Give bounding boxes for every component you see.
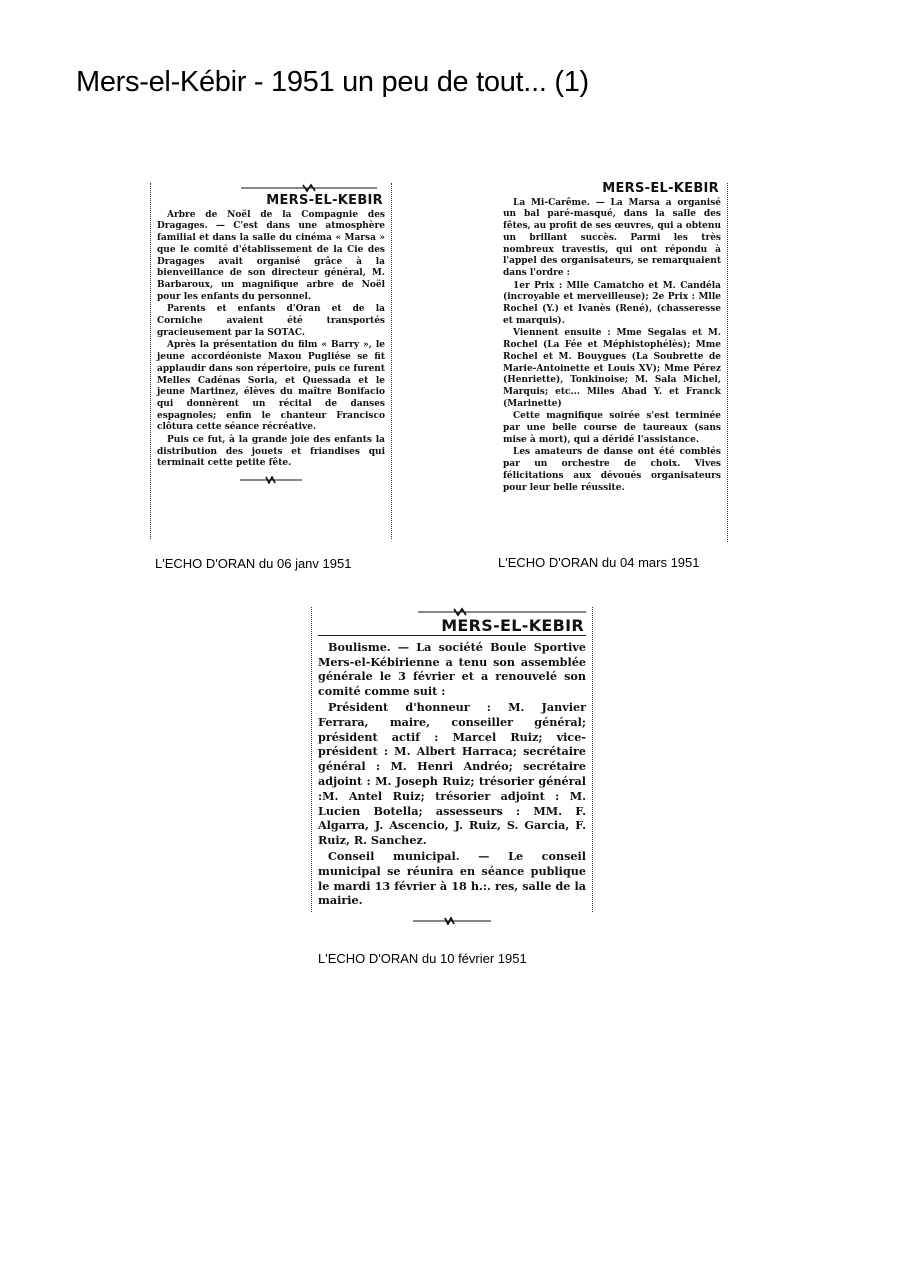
clipping-paragraph: Cette magnifique soirée s'est terminée par une belle course de taureaux (sans mise à mort), qui a déridé l'assistance.	[503, 411, 721, 445]
clipping-paragraph: La Mi-Carême. — La Marsa a organisé un bal paré-masqué, dans la salle des fêtes, au profit de ses œuvres, qui a obtenu un brillant succès. Parmi les très nombreux travestis, qui ont répondu à l'appel des organisateurs, se remarquaient dans l'ordre :	[503, 197, 721, 278]
newspaper-clipping-1	[150, 183, 392, 539]
clipping-paragraph: Après la présentation du film « Barry », le jeune accordéoniste Maxou Pugliése se fit applaudir dans son répertoire, puis ce furent Melles Cadénas Soria, et Quessada et le jeune Martinez, élèves du maître Bonifacio qui donnèrent un récital de danses espagnoles; enfin le chanteur Francisco clôtura cette séance récréative.	[157, 340, 385, 433]
clipping-paragraph: Boulisme. — La société Boule Sportive Mers-el-Kébirienne a tenu son assemblée générale le 3 février et a renouvelé son comité comme suit :	[318, 639, 586, 699]
clipping-paragraph: Conseil municipal. — Le conseil municipal se réunira en séance publique le mardi 13 février à 18 h.:. res, salle de la mairie.	[318, 848, 586, 908]
clipping-masthead: MERS-EL-KEBIR	[602, 181, 719, 196]
clipping-masthead: MERS-EL-KEBIR	[266, 193, 383, 208]
newspaper-clipping-2	[497, 183, 728, 542]
clipping-paragraph: Président d'honneur : M. Janvier Ferrara, maire, conseiller général; président actif : Marcel Ruiz; vice-président : M. Albert Harraca; secrétaire général : M. Henri Andréo; secrétaire adjoint : M. Joseph Ruiz; trésorier général :M. Antel Ruiz; trésorier adjoint : M. Lucien Botella; assesseurs : MM. F. Algarra, J. Ascencio, J. Ruiz, S. Garcia, F. Ruiz, R. Sanchez.	[318, 699, 586, 848]
clipping-paragraph: Puis ce fut, à la grande joie des enfants la distribution des jouets et friandises qui terminait cette petite fête.	[157, 435, 385, 469]
clipping-masthead: MERS-EL-KEBIR	[318, 619, 586, 636]
clipping-caption: L'ECHO D'ORAN du 06 janv 1951	[155, 556, 352, 571]
ornament-rule	[157, 183, 385, 193]
clipping-paragraph: Parents et enfants d'Oran et de la Corniche avaient été transportés gracieusement par la SOTAC.	[157, 304, 385, 338]
clipping-paragraph: Arbre de Noël de la Compagnie des Dragages. — C'est dans une atmosphère familial et dans la salle du cinéma « Marsa » que le comité d'établissement de la Cie des Dragages avait organisé grâce à la bienveillance de son directeur général, M. Barbaroux, un magnifique arbre de Noël pour les enfants du personnel.	[157, 209, 385, 302]
ornament-rule	[157, 476, 385, 489]
newspaper-clipping-3	[311, 607, 593, 912]
clipping-paragraph: 1er Prix : Mlle Camatcho et M. Candéla (incroyable et merveilleuse); 2e Prix : Mlle Rochel (Y.) et Ivanès (René), (chasseresse et marquis).	[503, 280, 721, 326]
clipping-caption: L'ECHO D'ORAN du 04 mars 1951	[498, 555, 700, 570]
ornament-rule	[318, 607, 586, 617]
clipping-paragraph: Les amateurs de danse ont été comblés par un orchestre de choix. Vives félicitations aux dévoués organisateurs pour leur belle réussite.	[503, 447, 721, 493]
clipping-paragraph: Viennent ensuite : Mme Segalas et M. Rochel (La Fée et Méphistophélès); Mme Rochel et M. Bouygues (La Soubrette de Marie-Antoinette et Louis XV); Mme Pérez (Henriette), Tonkinoise; M. Sala Michel, Marquis; etc... Miles Abad Y. et Franck (Marinette)	[503, 328, 721, 409]
page-title: Mers-el-Kébir - 1951 un peu de tout... (1)	[76, 66, 589, 98]
ornament-rule	[318, 914, 586, 929]
clipping-caption: L'ECHO D'ORAN du 10 février 1951	[318, 951, 527, 966]
